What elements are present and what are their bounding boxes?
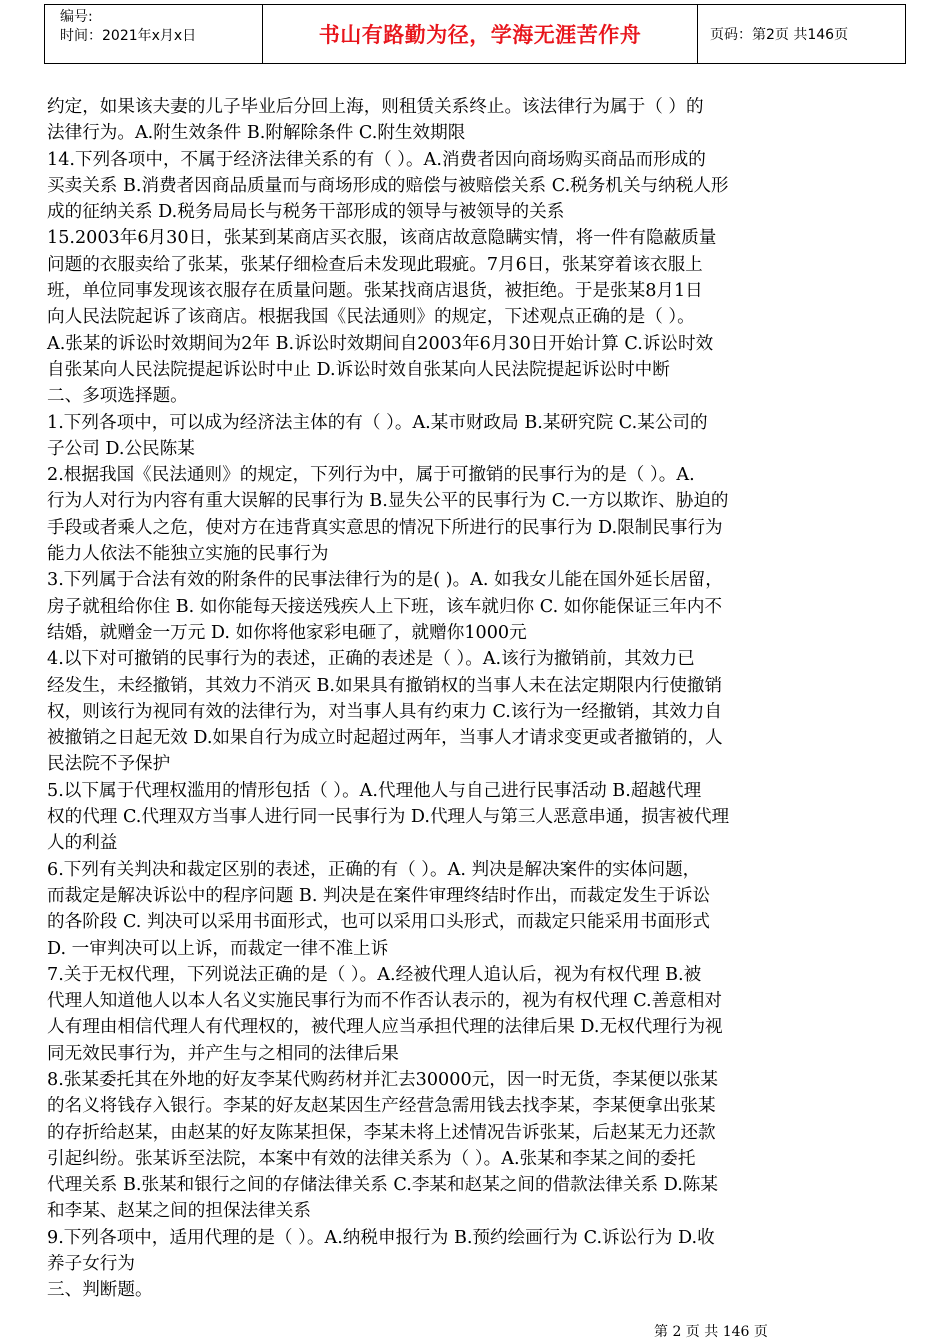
text-line: 被撤销之日起无效 D.如果自行为成立时起超过两年，当事人才请求变更或者撤销的，人	[47, 728, 723, 749]
text-line: 和李某、赵某之间的担保法律关系	[47, 1201, 311, 1222]
text-line: 经发生，未经撤销，其效力不消灭 B.如果具有撤销权的当事人未在法定期限内行使撤销	[47, 675, 723, 696]
text-line: 15.2003年6月30日，张某到某商店买衣服，该商店故意隐瞒实情，将一件有隐蔽质量	[47, 228, 717, 249]
text-line: 2.根据我国《民法通则》的规定，下列行为中，属于可撤销的民事行为的是（ ）。A.	[47, 465, 695, 486]
text-line: 而裁定是解决诉讼中的程序问题 B. 判决是在案件审理终结时作出，而裁定发生于诉讼	[47, 885, 711, 906]
header-page-info: 页码：第2页 共146页	[710, 27, 849, 43]
text-line: 房子就租给你住 B. 如你能每天接送残疾人上下班，该车就归你 C. 如你能保证三年内不	[47, 596, 723, 617]
text-line: 养子女行为	[47, 1254, 135, 1275]
text-line: 结婚，就赠金一万元 D. 如你将他家彩电砸了，就赠你1000元	[47, 622, 527, 643]
text-line: 的名义将钱存入银行。李某的好友赵某因生产经营急需用钱去找李某，李某便拿出张某	[47, 1096, 716, 1117]
text-line: 自张某向人民法院提起诉讼时中止 D.诉讼时效自张某向人民法院提起诉讼时中断	[47, 359, 670, 380]
text-line: 14.下列各项中，不属于经济法律关系的有（ ）。A.消费者因向商场购买商品而形成的	[47, 149, 706, 170]
text-line: 3.下列属于合法有效的附条件的民事法律行为的是( )。A. 如我女儿能在国外延长居留，	[47, 570, 723, 591]
text-line: 二、多项选择题。	[47, 386, 188, 407]
text-line: 9.下列各项中，适用代理的是（ ）。A.纳税申报行为 B.预约绘画行为 C.诉讼行为 D.收	[47, 1227, 715, 1248]
text-line: 引起纠纷。张某诉至法院，本案中有效的法律关系为（ ）。A.张某和李某之间的委托	[47, 1148, 696, 1169]
text-line: 的存折给赵某，由赵某的好友陈某担保，李某未将上述情况告诉张某，后赵某无力还款	[47, 1122, 716, 1143]
text-line: 8.张某委托其在外地的好友李某代购药材并汇去30000元，因一时无货，李某便以张某	[47, 1069, 718, 1090]
page-footer: 第 2 页 共 146 页	[654, 1324, 768, 1340]
text-line: 权的代理 C.代理双方当事人进行同一民事行为 D.代理人与第三人恶意串通，损害被代理	[47, 807, 730, 828]
text-line: 7.关于无权代理，下列说法正确的是（ ）。A.经被代理人追认后，视为有权代理 B.被	[47, 964, 702, 985]
text-line: 成的征纳关系 D.税务局局长与税务干部形成的领导与被领导的关系	[47, 202, 565, 223]
text-line: 法律行为。A.附生效条件 B.附解除条件 C.附生效期限	[47, 123, 466, 144]
text-line: 手段或者乘人之危，使对方在违背真实意思的情况下所进行的民事行为 D.限制民事行为	[47, 517, 723, 538]
document-body	[47, 94, 917, 1304]
text-line: 能力人依法不能独立实施的民事行为	[47, 544, 329, 565]
text-line: 人有理由相信代理人有代理权的，被代理人应当承担代理的法律后果 D.无权代理行为视	[47, 1017, 723, 1038]
text-line: 班，单位同事发现该衣服存在质量问题。张某找商店退货，被拒绝。于是张某8月1日	[47, 281, 703, 302]
text-line: 代理关系 B.张某和银行之间的存储法律关系 C.李某和赵某之间的借款法律关系 D.陈某	[47, 1175, 718, 1196]
text-line: 1.下列各项中，可以成为经济法主体的有（ ）。A.某市财政局 B.某研究院 C.某公司的	[47, 412, 708, 433]
text-line: 代理人知道他人以本人名义实施民事行为而不作否认表示的，视为有权代理 C.善意相对	[47, 991, 722, 1012]
text-line: 约定，如果该夫妻的儿子毕业后分回上海，则租赁关系终止。该法律行为属于（ ）的	[47, 97, 704, 117]
text-line: 同无效民事行为，并产生与之相同的法律后果	[47, 1043, 399, 1064]
text-line: 人的利益	[47, 833, 118, 854]
text-line: D. 一审判决可以上诉，而裁定一律不准上诉	[47, 938, 389, 959]
text-line: 问题的衣服卖给了张某，张某仔细检查后未发现此瑕疵。7月6日，张某穿着该衣服上	[47, 254, 703, 275]
page-header	[44, 4, 906, 64]
header-motto: 书山有路勤为径，学海无涯苦作舟	[263, 5, 698, 63]
text-line: 权，则该行为视同有效的法律行为，对当事人具有约束力 C.该行为一经撤销，其效力自	[47, 701, 722, 722]
text-line: 子公司 D.公民陈某	[47, 438, 195, 459]
header-meta	[45, 5, 263, 63]
document-number-label: 编号:	[60, 9, 93, 25]
text-line: 4.以下对可撤销的民事行为的表述，正确的表述是（ ）。A.该行为撤销前，其效力已	[47, 649, 695, 670]
text-line: 买卖关系 B.消费者因商品质量而与商场形成的赔偿与被赔偿关系 C.税务机关与纳税人形	[47, 175, 729, 196]
text-line: 6.下列有关判决和裁定区别的表述，正确的有（ ）。A. 判决是解决案件的实体问题，	[47, 859, 701, 880]
text-line: 行为人对行为内容有重大误解的民事行为 B.显失公平的民事行为 C.一方以欺诈、胁迫的	[47, 491, 729, 512]
text-line: 向人民法院起诉了该商店。根据我国《民法通则》的规定，下述观点正确的是（ ）。	[47, 307, 695, 328]
text-line: 民法院不予保护	[47, 754, 171, 775]
text-line: 的各阶段 C. 判决可以采用书面形式，也可以采用口头形式，而裁定只能采用书面形式	[47, 912, 710, 933]
document-time-label: 时间：2021年x月x日	[60, 28, 197, 44]
text-line: 三、判断题。	[47, 1280, 153, 1301]
text-line: 5.以下属于代理权滥用的情形包括（ ）。A.代理他人与自己进行民事活动 B.超越代理	[47, 780, 702, 801]
text-line: A.张某的诉讼时效期间为2年 B.诉讼时效期间自2003年6月30日开始计算 C.诉讼时效	[47, 333, 714, 354]
